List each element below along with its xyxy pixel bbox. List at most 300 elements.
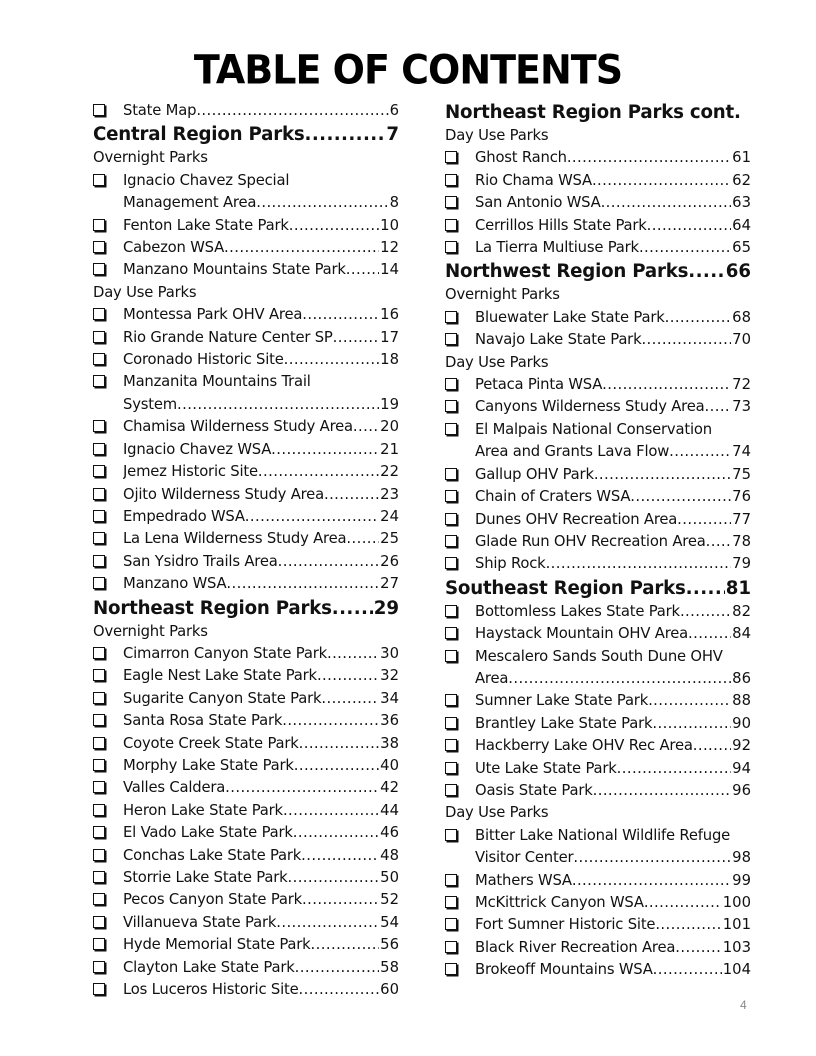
entry-label: Morphy Lake State Park [123,756,294,774]
toc-entry[interactable] [93,506,399,528]
dot-leader [677,511,731,528]
entry-label: Ship Rock [475,555,546,573]
toc-entry[interactable] [93,800,399,822]
checkbox-icon[interactable] [93,665,123,687]
entry-page-number: 46 [380,824,399,842]
entry-page-number: 30 [380,644,399,662]
dot-leader [594,466,731,483]
checkbox-icon[interactable] [445,147,475,169]
entry-label: Ute Lake State Park [475,759,617,777]
toc-entry[interactable] [445,735,751,757]
toc-entry[interactable] [445,464,751,486]
toc-right-column [445,100,751,982]
entry-label: Day Use Parks [445,804,549,822]
entry-label: Cimarron Canyon State Park [123,644,327,662]
checkbox-icon[interactable] [445,892,475,914]
toc-entry[interactable] [445,374,751,396]
toc-entry[interactable] [445,870,751,892]
checkbox-icon[interactable] [93,912,123,934]
entry-page-number: 96 [732,781,751,799]
entry-label: Southeast Region Parks [445,577,686,599]
toc-entry[interactable] [445,825,751,847]
checkbox-icon[interactable] [93,755,123,777]
checkbox-icon[interactable] [93,957,123,979]
toc-left-column [93,100,399,1001]
entry-label: Central Region Parks [93,124,305,146]
checkbox-icon[interactable] [93,688,123,710]
checkbox-icon[interactable] [93,800,123,822]
dot-leader [693,737,731,754]
entry-page-number: 84 [732,625,751,643]
toc-entry[interactable] [445,892,751,914]
entry-page-number: 101 [722,916,751,934]
toc-entry[interactable] [445,780,751,802]
toc-entry[interactable] [445,959,751,981]
toc-entry[interactable] [93,889,399,911]
entry-label: Glade Run OHV Recreation Area [475,532,706,550]
entry-label: Oasis State Park [475,781,593,799]
dot-leader [644,894,722,911]
toc-entry[interactable] [93,755,399,777]
entry-label: Black River Recreation Area [475,938,676,956]
toc-entry[interactable] [445,215,751,237]
checkbox-icon[interactable] [445,237,475,259]
checkbox-icon[interactable] [445,464,475,486]
entry-page-number: 66 [725,261,751,283]
dot-leader [321,690,379,707]
toc-entry[interactable] [93,867,399,889]
toc-entry[interactable] [93,371,399,393]
entry-label: Day Use Parks [445,353,549,371]
dot-leader [305,124,386,145]
entry-page-number: 61 [732,149,751,167]
entry-label: Sumner Lake State Park [475,692,649,710]
dot-leader [276,914,379,931]
entry-page-number: 48 [380,846,399,864]
toc-entry[interactable] [445,329,751,351]
dot-leader [302,306,379,323]
checkbox-icon[interactable] [445,914,475,936]
entry-label: Chain of Craters WSA [475,488,631,506]
entry-label: Brantley Lake State Park [475,714,653,732]
entry-label: Rio Chama WSA [475,171,592,189]
entry-label: Canyons Wilderness Study Area [475,398,705,416]
entry-label: Valles Caldera [123,779,226,797]
checkbox-icon[interactable] [445,215,475,237]
entry-label: State Map [123,102,197,119]
toc-entry[interactable] [93,192,399,214]
toc-entry[interactable] [445,419,751,441]
checkbox-icon[interactable] [445,825,475,847]
dot-leader [294,757,379,774]
toc-entry[interactable] [93,170,399,192]
entry-label: Clayton Lake State Park [123,958,295,976]
section-heading [445,576,751,601]
entry-label: Bottomless Lakes State Park [475,602,680,620]
dot-leader [278,553,380,570]
entry-label: Management Area [123,194,257,212]
checkbox-icon[interactable] [93,100,123,122]
checkbox-icon[interactable] [445,690,475,712]
checkbox-icon[interactable] [445,623,475,645]
toc-entry[interactable] [93,259,399,281]
entry-page-number: 82 [732,602,751,620]
subsection-label [93,147,399,169]
toc-entry[interactable] [445,147,751,169]
section-heading [93,596,399,621]
checkbox-icon[interactable] [445,509,475,531]
toc-entry[interactable] [93,665,399,687]
toc-entry[interactable] [445,486,751,508]
subsection-label [445,125,751,147]
dot-leader [293,824,379,841]
dot-leader [567,149,731,166]
entry-label: El Malpais National Conservation [475,420,712,438]
entry-label: La Lena Wilderness Study Area [123,530,347,548]
entry-page-number: 32 [380,667,399,685]
entry-page-number: 94 [732,759,751,777]
page-number: 4 [740,998,747,1012]
entry-label: System [123,395,177,413]
dot-leader [686,578,725,599]
toc-entry[interactable] [93,439,399,461]
entry-page-number: 44 [380,801,399,819]
entry-label: Northwest Region Parks [445,261,689,283]
entry-page-number: 81 [725,577,751,599]
entry-page-number: 78 [732,532,751,550]
entry-label: Storrie Lake State Park [123,869,288,886]
dot-leader [706,533,732,550]
entry-page-number: 10 [380,216,399,234]
toc-entry[interactable] [445,758,751,780]
checkbox-icon[interactable] [93,259,123,281]
entry-page-number: 25 [380,530,399,548]
entry-label: Mescalero Sands South Dune OHV [475,647,723,665]
toc-entry[interactable] [445,531,751,553]
entry-page-number: 103 [722,938,751,956]
toc-entry[interactable] [93,688,399,710]
subsection-label [445,352,751,374]
entry-page-number: 73 [732,398,751,416]
toc-entry[interactable] [93,394,399,416]
dot-leader [680,603,731,620]
entry-page-number: 8 [389,194,399,212]
checkbox-icon[interactable] [445,531,475,553]
checkbox-icon[interactable] [93,349,123,371]
entry-label: Empedrado WSA [123,507,245,525]
toc-entry[interactable] [445,847,751,869]
entry-page-number: 98 [732,849,751,867]
dot-leader [573,849,731,866]
entry-label: Montessa Park OHV Area [123,306,303,324]
dot-leader [705,398,732,415]
entry-label: Area and Grants Lava Flow [475,443,670,461]
entry-page-number: 90 [732,714,751,732]
checkbox-icon[interactable] [445,396,475,418]
entry-label: San Antonio WSA [475,194,601,212]
dot-leader [593,782,732,799]
entry-page-number: 23 [380,485,399,503]
checkbox-icon[interactable] [445,192,475,214]
dot-leader [346,530,379,547]
toc-entry[interactable] [93,777,399,799]
entry-label: Visitor Center [475,849,574,867]
checkbox-icon[interactable] [93,371,123,393]
entry-page-number: 19 [380,395,399,413]
checkbox-icon[interactable] [93,506,123,528]
checkbox-icon[interactable] [93,777,123,799]
toc-entry[interactable] [93,912,399,934]
entry-page-number: 56 [380,936,399,954]
checkbox-icon[interactable] [93,439,123,461]
entry-label: Coyote Creek State Park [123,734,299,752]
entry-label: Hackberry Lake OHV Rec Area [475,737,693,755]
toc-entry[interactable] [93,461,399,483]
checkbox-icon[interactable] [445,486,475,508]
toc-entry[interactable] [445,937,751,959]
entry-page-number: 74 [732,443,751,461]
checkbox-icon[interactable] [445,959,475,981]
checkbox-icon[interactable] [93,304,123,326]
checkbox-icon[interactable] [93,643,123,665]
entry-label: Fort Sumner Historic Site [475,916,656,934]
dot-leader [669,443,731,460]
toc-entry[interactable] [93,957,399,979]
entry-page-number: 22 [380,463,399,481]
entry-page-number: 75 [732,465,751,483]
checkbox-icon[interactable] [93,528,123,550]
checkbox-icon[interactable] [93,867,123,889]
entry-page-number: 63 [732,194,751,212]
checkbox-icon[interactable] [445,870,475,892]
entry-label: Northeast Region Parks cont. [445,102,741,123]
entry-label: Overnight Parks [445,286,560,304]
dot-leader [324,486,379,503]
section-heading [445,100,751,125]
entry-label: Eagle Nest Lake State Park [123,667,317,685]
toc-entry[interactable] [93,484,399,506]
entry-page-number: 70 [732,331,751,349]
toc-entry[interactable] [93,733,399,755]
dot-leader [333,329,380,346]
entry-page-number: 100 [722,894,751,911]
toc-entry[interactable] [445,553,751,575]
toc-entry[interactable] [445,668,751,690]
checkbox-icon[interactable] [93,461,123,483]
dot-leader [284,351,380,368]
toc-entry[interactable] [93,643,399,665]
entry-label: Coronado Historic Site [123,351,284,369]
section-heading [445,259,751,284]
dot-leader [225,779,379,796]
entry-label: Cabezon WSA [123,239,225,257]
dot-leader [258,463,379,480]
entry-page-number: 14 [380,261,399,279]
dot-leader [652,715,731,732]
dot-leader [289,217,379,234]
entry-label: Bitter Lake National Wildlife Refuge [475,826,731,844]
entry-page-number: 34 [380,689,399,707]
checkbox-icon[interactable] [93,573,123,595]
entry-label: Chamisa Wilderness Study Area [123,418,353,436]
dot-leader [311,936,380,953]
toc-entry[interactable] [93,979,399,1001]
entry-label: El Vado Lake State Park [123,824,293,842]
checkbox-icon[interactable] [445,553,475,575]
toc-entry[interactable] [445,914,751,936]
toc-entry[interactable] [93,551,399,573]
dot-leader [647,217,731,234]
entry-page-number: 77 [732,510,751,528]
checkbox-icon[interactable] [93,170,123,192]
toc-entry[interactable] [445,646,751,668]
toc-entry[interactable] [93,845,399,867]
entry-page-number: 88 [732,692,751,710]
dot-leader [653,961,722,978]
toc-entry[interactable] [93,349,399,371]
section-heading [93,122,399,147]
dot-leader [332,598,373,619]
checkbox-icon[interactable] [445,419,475,441]
entry-label: Ghost Ranch [475,149,567,167]
entry-label: Bluewater Lake State Park [475,308,665,326]
dot-leader [346,261,379,278]
entry-page-number: 18 [380,351,399,369]
entry-label: Manzano Mountains State Park [123,261,346,279]
checkbox-icon[interactable] [93,889,123,911]
entry-page-number: 86 [732,669,751,687]
dot-leader [688,261,724,282]
entry-page-number: 76 [732,488,751,506]
checkbox-icon[interactable] [445,646,475,668]
checkbox-icon[interactable] [93,416,123,438]
toc-entry[interactable] [445,441,751,463]
checkbox-icon[interactable] [445,735,475,757]
entry-page-number: 42 [380,779,399,797]
dot-leader [299,981,380,998]
checkbox-icon[interactable] [93,733,123,755]
dot-leader [601,194,732,211]
subsection-label [93,282,399,304]
dot-leader [665,309,732,326]
entry-page-number: 54 [380,913,399,931]
page-title: TABLE OF CONTENTS [193,46,623,94]
checkbox-icon[interactable] [445,307,475,329]
entry-label: Mathers WSA [475,871,572,889]
entry-label: Petaca Pinta WSA [475,376,603,394]
checkbox-icon[interactable] [93,237,123,259]
entry-label: Hyde Memorial State Park [123,936,311,954]
entry-label: Conchas Lake State Park [123,846,302,864]
checkbox-icon[interactable] [93,979,123,1001]
checkbox-icon[interactable] [93,845,123,867]
entry-label: Jemez Historic Site [123,463,258,481]
dot-leader [655,916,721,933]
dot-leader [287,869,379,886]
entry-label: Navajo Lake State Park [475,331,642,349]
toc-entry[interactable] [93,215,399,237]
dot-leader [688,625,731,642]
entry-label: Overnight Parks [93,622,208,640]
dot-leader [226,575,379,592]
toc-entry[interactable] [445,623,751,645]
toc-entry[interactable] [93,327,399,349]
dot-leader [648,692,731,709]
toc-entry[interactable] [93,528,399,550]
entry-label: Rio Grande Nature Center SP [123,328,333,346]
subsection-label [445,802,751,824]
checkbox-icon[interactable] [445,374,475,396]
entry-label: Haystack Mountain OHV Area [475,625,689,643]
toc-entry[interactable] [93,304,399,326]
toc-entry[interactable] [93,710,399,732]
checkbox-icon[interactable] [445,780,475,802]
dot-leader [245,508,379,525]
entry-page-number: 21 [380,440,399,458]
entry-page-number: 62 [732,171,751,189]
checkbox-icon[interactable] [445,170,475,192]
toc-entry[interactable] [93,416,399,438]
toc-entry[interactable] [445,690,751,712]
toc-entry[interactable] [445,192,751,214]
entry-page-number: 27 [380,575,399,593]
checkbox-icon[interactable] [93,710,123,732]
dot-leader [641,331,731,348]
toc-entry[interactable] [445,509,751,531]
dot-leader [617,760,732,777]
dot-leader [301,847,379,864]
checkbox-icon[interactable] [445,937,475,959]
dot-leader [327,645,379,662]
checkbox-icon[interactable] [445,758,475,780]
dot-leader [630,488,731,505]
dot-leader [256,194,388,211]
toc-entry[interactable] [445,170,751,192]
toc-entry[interactable] [93,934,399,956]
entry-label: Gallup OHV Park [475,465,594,483]
toc-entry[interactable] [445,713,751,735]
checkbox-icon[interactable] [445,329,475,351]
checkbox-icon[interactable] [93,327,123,349]
checkbox-icon[interactable] [93,934,123,956]
checkbox-icon[interactable] [93,215,123,237]
toc-entry[interactable] [93,822,399,844]
checkbox-icon[interactable] [93,484,123,506]
entry-label: Sugarite Canyon State Park [123,689,322,707]
entry-page-number: 38 [380,734,399,752]
toc-entry[interactable] [445,601,751,623]
toc-entry[interactable] [445,396,751,418]
checkbox-icon[interactable] [445,713,475,735]
toc-entry[interactable] [93,573,399,595]
entry-label: Heron Lake State Park [123,801,283,819]
entry-page-number: 24 [380,507,399,525]
entry-label: Dunes OHV Recreation Area [475,510,678,528]
toc-entry[interactable] [445,237,751,259]
toc-entry[interactable] [445,307,751,329]
checkbox-icon[interactable] [93,822,123,844]
toc-entry[interactable] [93,100,399,122]
dot-leader [675,939,721,956]
checkbox-icon[interactable] [93,551,123,573]
entry-page-number: 17 [380,328,399,346]
toc-entry[interactable] [93,237,399,259]
entry-page-number: 92 [732,737,751,755]
entry-page-number: 20 [380,418,399,436]
entry-label: Pecos Canyon State Park [123,891,303,909]
dot-leader [196,102,388,119]
checkbox-icon[interactable] [445,601,475,623]
